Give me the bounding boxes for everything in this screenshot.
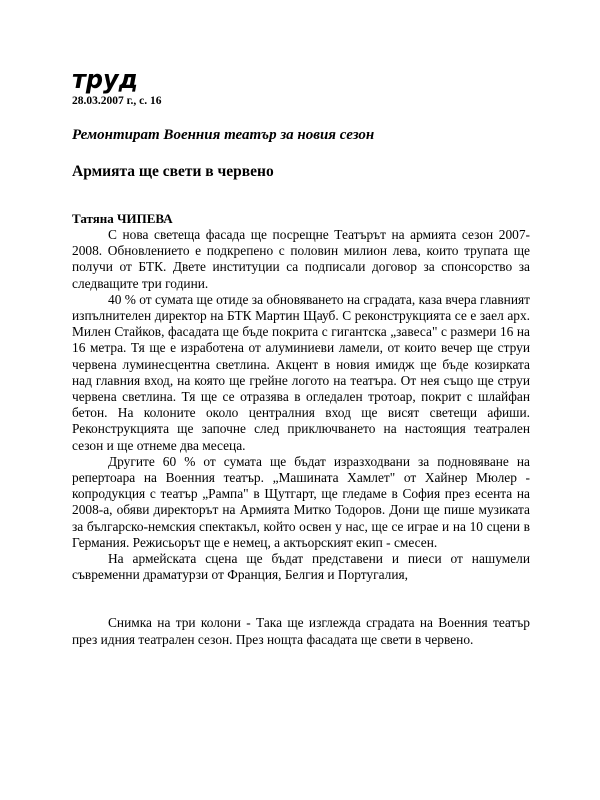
- article-paragraph: Другите 60 % от сумата ще бъдат изразходвани за подновяване на репертоара на Военния театър. „Машината Хамлет" от Хайнер Мюлер - копродукция с театър „Рампа" в Щутгарт, ще гледаме в София през есента на 2008-а, обяви директорът на Армията Митко Тодоров. Дони ще пише музиката за българско-немския спектакъл, който освен у нас, ще се играе и на 10 сцени в Германия. Режисьорът ще е немец, а актьорският екип - смесен.: [72, 453, 530, 550]
- article-paragraph: На армейската сцена ще бъдат представени и пиеси от нашумели съвременни драматурзи от Франция, Белгия и Португалия,: [72, 551, 530, 583]
- trud-logo: [72, 64, 142, 94]
- article-kicker: Ремонтират Военния театър за новия сезон: [72, 127, 375, 143]
- source-line: 28.03.2007 г., с. 16: [72, 95, 162, 107]
- article-author: Татяна ЧИПЕВА: [72, 211, 173, 226]
- photo-caption: Снимка на три колони - Така ще изглежда сградата на Военния театър през идния театрален сезон. През нощта фасадата ще свети в червено.: [72, 615, 530, 647]
- article-paragraph: 40 % от сумата ще отиде за обновяването на сградата, каза вчера главният изпълнителен директор на БТК Мартин Щауб. С реконструкцията се е заел арх. Милен Стайков, фасадата ще бъде покрита с гигантска „завеса" с размери 16 на 16 метра. Тя ще е изработена от алуминиеви ламели, от които вечер ще струи червена луминесцентна светлина. Акцент в новия имидж ще бъде козирката над главния вход, на която ще грейне логото на театъра. От нея също ще струи червена светлина. Тя ще се отразява в огледален тротоар, покрит с шлайфан бетон. На колоните около централния вход ще висят светещи афиши. Реконструкцията ще започне след приключването на настоящия театрален сезон и ще отнеме два месеца.: [72, 291, 530, 453]
- article-headline: Армията ще свети в червено: [72, 163, 274, 180]
- article-body: [72, 227, 530, 583]
- article-paragraph: С нова светеща фасада ще посрещне Театърът на армията сезон 2007-2008. Обновлението е подкрепено с половин милион лева, които трупата ще получи от БТК. Двете институции са подписали договор за спонсорство за следващите три години.: [72, 227, 530, 291]
- trud-logo-text: труд: [72, 65, 138, 94]
- document-page: [72, 64, 530, 648]
